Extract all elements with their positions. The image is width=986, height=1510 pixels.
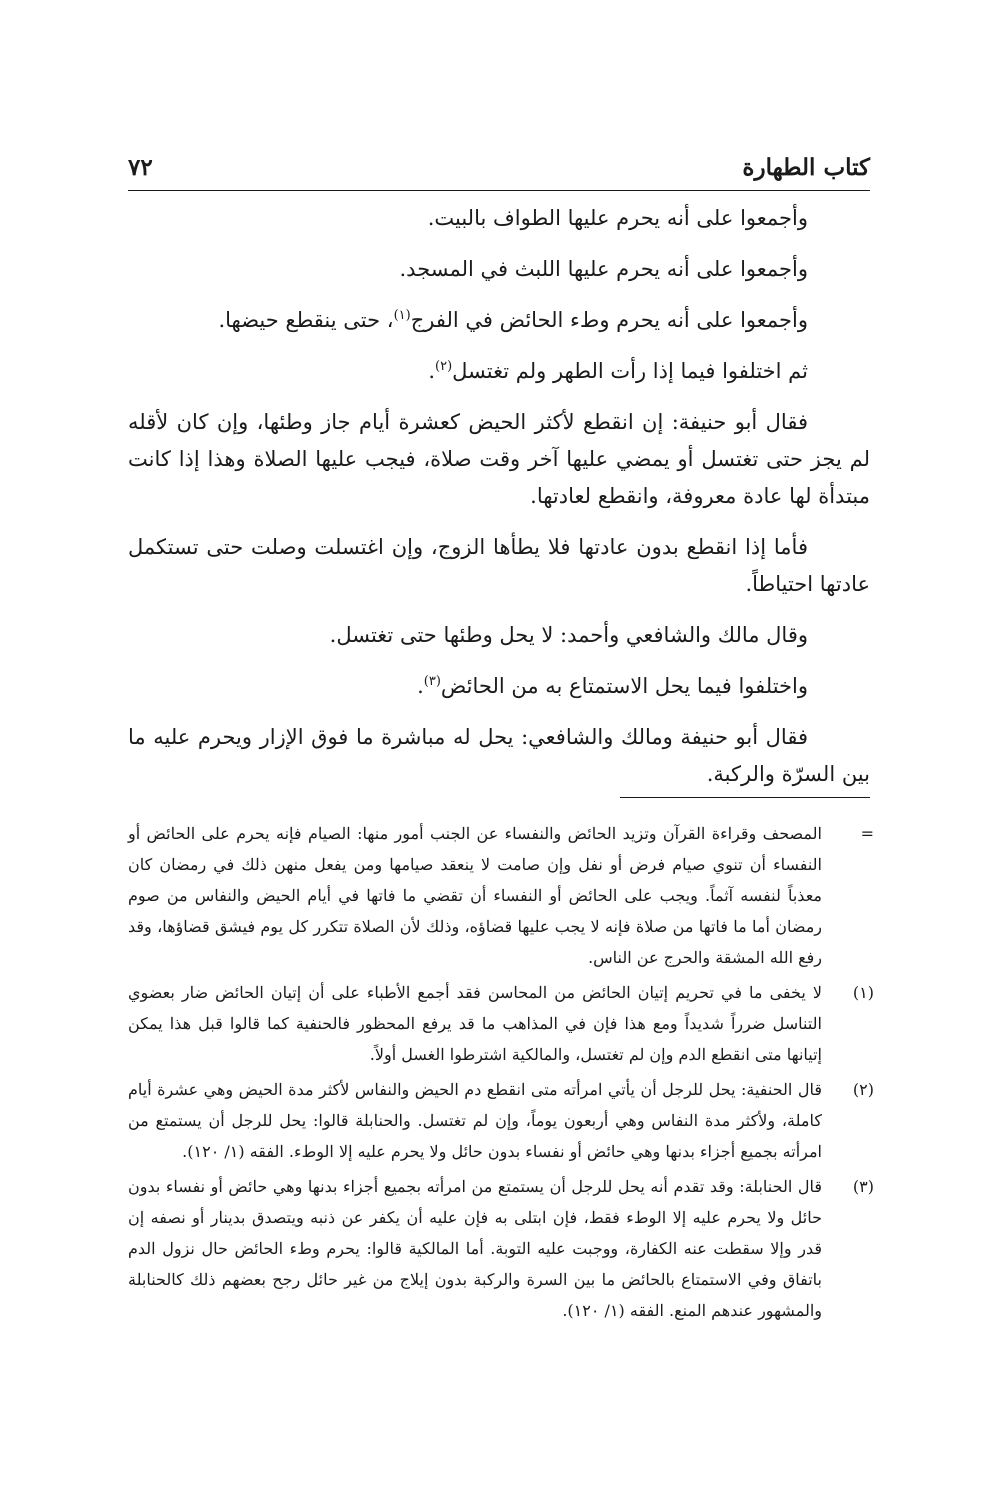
paragraph-mosque: وأجمعوا على أنه يحرم عليها اللبث في المسجد. — [399, 257, 808, 281]
footnote-marker: (٢) — [852, 1080, 874, 1099]
footnote-ref-1: (١) — [393, 308, 411, 323]
paragraph-tawaf: وأجمعوا على أنه يحرم عليها الطواف بالبيت. — [427, 206, 808, 230]
footnote-3 — [128, 1171, 874, 1326]
book-title: كتاب الطهارة — [742, 154, 870, 181]
page-number: ٧٢ — [128, 154, 153, 181]
paragraph-text: . — [428, 359, 436, 383]
paragraph-abu-hanifa: فقال أبو حنيفة: إن انقطع لأكثر الحيض كعشرة أيام جاز وطئها، وإن كان لأقله لم يجز حتى تغتسل أو يمضي عليها آخر وقت صلاة، فيجب عليها الصلاة وهذا إذا كانت مبتدأة لها عادة معروفة، وانقطع لعادتها. — [128, 410, 870, 508]
footnote-marker: = — [860, 824, 874, 843]
footnote-1 — [128, 977, 874, 1070]
paragraph-intercourse — [128, 302, 870, 339]
footnote-divider — [620, 797, 870, 798]
footnote-text: قال الحنفية: يحل للرجل أن يأتي امرأته متى انقطع دم الحيض والنفاس لأكثر مدة الحيض وهي عشرة أيام كاملة، ولأكثر مدة النفاس وهي أربعون يوماً، وإن لم تغتسل. والحنابلة قالوا: يحل للرجل أن يستمتع من امرأته بجميع أجزاء بدنها وهي حائض أو نفساء بدون حائل ولا يحرم عليه إلا الوطء. الفقه (١/ ١٢٠). — [128, 1080, 823, 1161]
paragraph-above-izar: فقال أبو حنيفة ومالك والشافعي: يحل له مباشرة ما فوق الإزار ويحرم عليه ما بين السرّة والركبة. — [128, 725, 870, 786]
footnote-ref-3: (٣) — [423, 674, 441, 689]
paragraph-text: ثم اختلفوا فيما إذا رأت الطهر ولم تغتسل — [452, 359, 808, 383]
paragraph-text: . — [417, 674, 424, 698]
footnote-marker: (١) — [852, 983, 874, 1002]
footnotes — [128, 818, 874, 1330]
paragraph-text: وأجمعوا على أنه يحرم وطء الحائض في الفرج — [410, 308, 808, 332]
footnote-ref-2: (٢) — [435, 359, 453, 374]
footnote-2 — [128, 1074, 874, 1167]
footnote-text: لا يخفى ما في تحريم إتيان الحائض من المحاسن فقد أجمع الأطباء على أن إتيان الحائض ضار بعضوي التناسل ضرراً شديداً ومع هذا فإن في المذاهب ما قد يرفع المحظور فالحنفية كما قالوا قبل هذا يمكن إتيانها متى انقطع الدم وإن لم تغتسل، والمالكية اشترطوا الغسل أولاً. — [128, 983, 822, 1064]
footnote-continued — [128, 818, 874, 973]
paragraph-malik-shafii-ahmad: وقال مالك والشافعي وأحمد: لا يحل وطئها حتى تغتسل. — [329, 623, 808, 647]
paragraph-enjoyment — [128, 668, 870, 705]
paragraph-without-habit: فأما إذا انقطع بدون عادتها فلا يطأها الزوج، وإن اغتسلت وصلت حتى تستكمل عادتها احتياطاً. — [128, 535, 870, 596]
footnote-marker: (٣) — [852, 1177, 874, 1196]
main-text — [128, 200, 870, 807]
footnote-text: المصحف وقراءة القرآن وتزيد الحائض والنفساء عن الجنب أمور منها: الصيام فإنه يحرم على الحائض أو النفساء أن تنوي صيام فرض أو نفل وإن صامت لا ينعقد صيامها ومن يفعل منهن ذلك في رمضان كان معذباً لنفسه آثماً. ويجب على الحائض أو النفساء أن تقضي ما فاتها في أيام الحيض والنفاس من صوم رمضان أما ما فاتها من صلاة فإنه لا يجب عليها قضاؤه، وذلك لأن الصلاة تتكرر كل يوم فيشق قضاؤها، وقد رفع الله المشقة والحرج عن الناس. — [128, 824, 822, 967]
footnote-text: قال الحنابلة: وقد تقدم أنه يحل للرجل أن يستمتع من امرأته بجميع أجزاء بدنها وهي حائض أو نفساء بدون حائل ولا يحرم عليه إلا الوطء فقط، فإن ابتلى به فإن عليه أن يكفر عن ذنبه ويتصدق بدينار أو نصفه إن قدر وإلا سقطت عنه الكفارة، ووجبت عليه التوبة. أما المالكية قالوا: يحرم وطء الحائض حال نزول الدم باتفاق وفي الاستمتاع بالحائض ما بين السرة والركبة بدون إيلاج من غير حائل رجح بعضهم ذلك كالحنابلة والمشهور عندهم المنع. الفقه (١/ ١٢٠). — [128, 1177, 822, 1320]
paragraph-disagreement — [128, 353, 870, 390]
paragraph-text: واختلفوا فيما يحل الاستمتاع به من الحائض — [440, 674, 808, 698]
paragraph-text: ، حتى ينقطع حيضها. — [218, 308, 394, 332]
page-header — [128, 150, 870, 191]
